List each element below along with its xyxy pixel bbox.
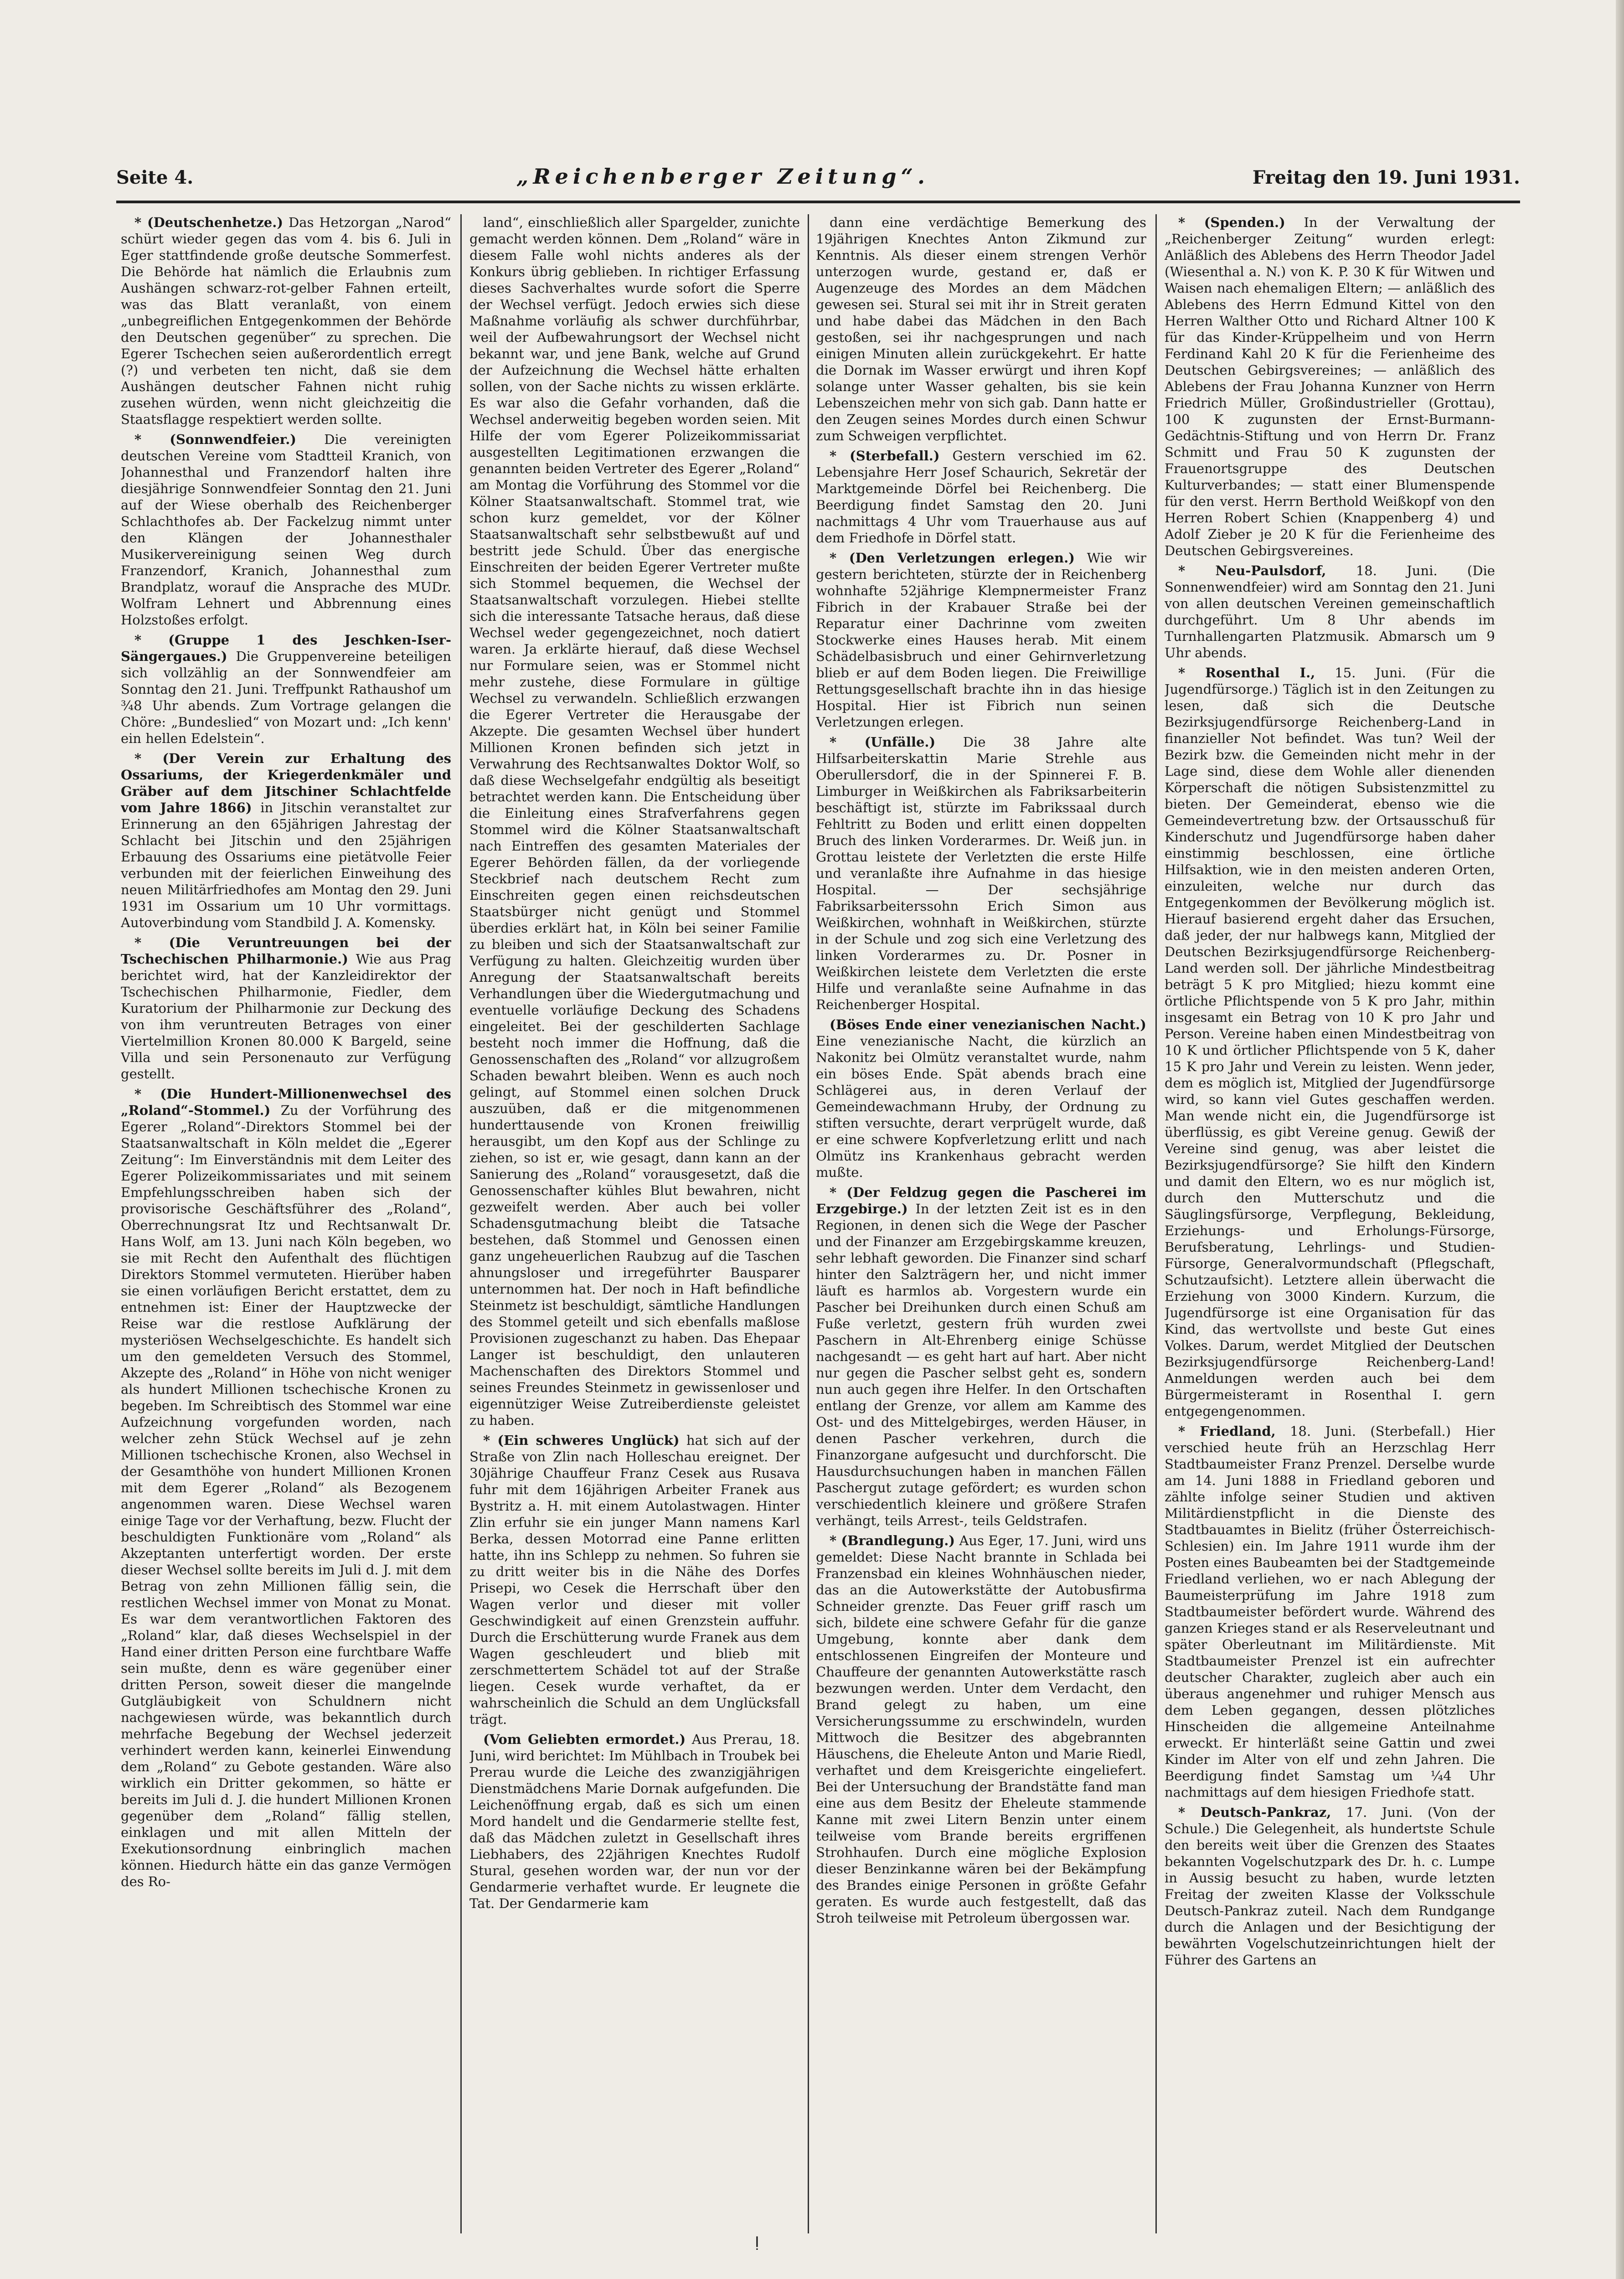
article-paragraph <box>121 431 451 628</box>
article-text: 18. Juni. (Die Sonnenwendfeier) wird am Sonntag den 21. Juni von allen deutschen Vereinen gemeinschaftlich durchgeführt. Um 8 Uhr abends im Turnhallengarten Platzmusik. Abmarsch um 9 Uhr abends. <box>1165 563 1495 660</box>
article-paragraph <box>469 214 800 1428</box>
article-text: Die vereinigten deutschen Vereine vom Stadtteil Kranich, von Johannesthal und Franzendorf halten ihre diesjährige Sonnwendfeier Sonntag den 21. Juni auf der Wiese oberhalb des Reichenberger Schlachthofes ab. Der Fackelzug nimmt unter den Klängen der Johannesthaler Musikervereinigung seinen Weg durch Franzendorf, Kranich, Johannesthal zum Brandplatz, worauf die Ansprache des MUDr. Wolfram Lehnert und Abbrennung eines Holzstoßes erfolgt. <box>121 432 451 628</box>
page-header <box>116 164 1520 203</box>
article-heading: * (Der Verein zur Erhaltung des Ossariums, der Kriegerdenkmäler und Gräber auf dem Jitschiner Schlachtfelde vom Jahre 1866) <box>121 751 451 815</box>
article-paragraph <box>816 1532 1146 1926</box>
article-paragraph <box>816 1016 1146 1181</box>
article-text: In der letzten Zeit ist es in den Regionen, in denen sich die Wege der Pascher und der Finanzer am Erzgebirgskamme kreuzen, sehr lebhaft geworden. Die Finanzer sind scharf hinter den Salzträgern her, und nicht immer läuft es harmlos ab. Vorgestern wurde ein Pascher bei Dreihunken durch einen Schuß am Fuße verletzt, gestern früh wurden zwei Paschern in Alt-Ehrenberg einige Schüsse nachgesandt — es geht hart auf hart. Aber nicht nur gegen die Pascher selbst geht es, sondern nun auch gegen ihre Helfer. In den Ortschaften entlang der Grenze, vor allem am Kamme des Ost- und des Mittelgebirges, werden Häuser, in denen Pascher verkehren, durch die Finanzorgane aufgesucht und durchforscht. Die Hausdurchsuchungen haben in manchen Fällen Paschergut zutage gefördert; es wurden schon verschiedentlich kleinere und größere Strafen verhängt, teils Arrest-, teils Geldstrafen. <box>816 1201 1146 1528</box>
newspaper-title: „Reichenberger Zeitung“. <box>516 164 930 189</box>
article-paragraph <box>816 214 1146 444</box>
article-paragraph <box>1165 214 1495 559</box>
article-text: Aus Eger, 17. Juni, wird uns gemeldet: Diese Nacht brannte in Schlada bei Franzensbad ein kleines Wohnhäuschen nieder, das an die Autowerkstätte der Autobusfirma Schneider grenzte. Das Feuer griff rasch um sich, bildete eine schwere Gefahr für die ganze Umgebung, konnte aber dank dem entschlossenen Eingreifen der Monteure und Chauffeure der genannten Autowerkstätte rasch bezwungen werden. Unter dem Verdacht, den Brand gelegt zu haben, um eine Versicherungssumme zu erschwindeln, wurden Mittwoch die Besitzer des abgebrannten Häuschens, die Eheleute Anton und Marie Riedl, verhaftet und dem Kreisgerichte eingeliefert. Bei der Untersuchung der Brandstätte fand man eine aus dem Besitz der Eheleute stammende Kanne mit zwei Litern Benzin unter einem teilweise vom Brande bereits ergriffenen Strohhaufen. Durch eine mögliche Explosion dieser Benzinkanne wären bei der Bekämpfung des Brandes einige Personen in größte Gefahr geraten. Es wurde auch festgestellt, daß das Stroh teilweise mit Petroleum übergossen war. <box>816 1533 1146 1926</box>
article-paragraph <box>1165 562 1495 661</box>
article-text: 15. Juni. (Für die Jugendfürsorge.) Täglich ist in den Zeitungen zu lesen, daß sich die Deutsche Bezirksjugendfürsorge Reichenberg-Land in finanzieller Not befindet. Was tun? Weil der Bezirk bzw. die Gemeinden nicht mehr in der Lage sind, diese dem Wohle aller dienenden Körperschaft die nötigen Subsistenzmittel zu bieten. Der Gemeinderat, ebenso wie die Gemeindevertretung bzw. der Ortsausschuß für Kinderschutz und Jugendfürsorge haben daher einstimmig beschlossen, eine örtliche Hilfsaktion, wie in den meisten anderen Orten, einzuleiten, welche nur durch das Entgegenkommen der Bevölkerung möglich ist. Hierauf basierend ergeht daher das Ersuchen, daß jeder, der nur halbwegs kann, Mitglied der Deutschen Bezirksjugendfürsorge Reichenberg-Land werden soll. Der jährliche Mindestbeitrag beträgt 5 K pro Mitglied; hiezu kommt eine örtliche Pflichtspende von 5 K pro Jahr, mithin insgesamt ein Betrag von 10 K pro Jahr und Person. Vereine haben einen Mindestbeitrag von 10 K und örtlicher Pflichtspende von 5 K, daher 15 K pro Jahr und Verein zu leisten. Wenn jeder, dem es möglich ist, Mitglied der Jugendfürsorge wird, so kann viel Gutes geschaffen werden. Man wende nicht ein, die Jugendfürsorge ist überflüssig, es gibt Vereine genug. Gewiß der Vereine sind genug, was aber leistet die Bezirksjugendfürsorge? Sie hilft den Kindern und damit den Eltern, wo es nur möglich ist, durch den Mutterschutz und die Säuglingsfürsorge, Verpflegung, Bekleidung, Erziehungs- und Erholungs-Fürsorge, Berufsberatung, Lehrlings- und Studien-Fürsorge, Generalvormundschaft (Pflegschaft, Schutzaufsicht). Letztere allein überwacht die Erziehung von 3000 Kindern. Kurzum, die Jugendfürsorge ist eine Organisation für das Kind, das wertvollste und beste Gut eines Volkes. Darum, werdet Mitglied der Deutschen Bezirksjugendfürsorge Reichenberg-Land! Anmeldungen werden auch bei dem Bürgermeisteramt in Rosenthal I. gern entgegengenommen. <box>1165 665 1495 1419</box>
article-heading: * Friedland, <box>1178 1423 1276 1439</box>
article-heading: * Neu-Paulsdorf, <box>1178 563 1326 578</box>
article-paragraph <box>469 1432 800 1727</box>
page-footer-mark: ǃ <box>754 2233 760 2254</box>
article-text: 18. Juni. (Sterbefall.) Hier verschied heute früh an Herzschlag Herr Stadtbaumeister Franz Prenzel. Derselbe wurde am 14. Juni 1888 in Friedland geboren und zählte infolge seiner Studien und aktiven Militärdienstpflicht in die Dienste des Stadtbauamtes in Bielitz (früher Österreichisch-Schlesien) ein. Im Jahre 1911 wurde ihm der Posten eines Baubeamten bei der Stadtgemeinde Friedland verliehen, wo er nach Ablegung der Baumeisterprüfung im Jahre 1918 zum Stadtbaumeister befördert wurde. Während des ganzen Krieges stand er als Reserveleutnant und später Oberleutnant im Militärdienste. Mit Stadtbaumeister Prenzel ist ein aufrechter deutscher Charakter, zugleich aber auch ein überaus angenehmer und ruhiger Mensch aus dem Leben gegangen, dessen plötzliches Hinscheiden die allgemeine Anteilnahme erweckt. Er hinterläßt seine Gattin und zwei Kinder im Alter von elf und zehn Jahren. Die Beerdigung findet Samstag um ¼4 Uhr nachmittags auf dem hiesigen Friedhofe statt. <box>1165 1423 1495 1800</box>
article-text: dann eine verdächtige Bemerkung des 19jährigen Knechtes Anton Zikmund zur Kenntnis. Als dieser einem strengen Verhör unterzogen wurde, gestand er, daß er Augenzeuge des Mordes an dem Mädchen gewesen sei. Stural sei mit ihr in Streit geraten und habe dabei das Mädchen in den Bach gestoßen, sei ihr nachgesprungen und nach einigen Minuten allein zurückgekehrt. Er hatte die Dornak im Wasser erwürgt und ihren Kopf solange unter Wasser gehalten, bis sie kein Lebenszeichen mehr von sich gab. Dann hatte er den Zeugen seines Mordes durch einen Schwur zum Schweigen verpflichtet. <box>816 215 1146 443</box>
article-paragraph <box>1165 1804 1495 1968</box>
article-text: Wie aus Prag berichtet wird, hat der Kanzleidirektor der Tschechischen Philharmonie, Fiedler, dem Kuratorium der Philharmonie zur Deckung des von ihm veruntreuten Betrages von einer Viertelmillion Kronen 80.000 K Bargeld, seine Villa und sein Personenauto zur Verfügung gestellt. <box>121 951 451 1082</box>
article-paragraph <box>816 734 1146 1013</box>
article-paragraph <box>816 550 1146 730</box>
article-heading: * (Unfälle.) <box>830 734 936 750</box>
article-text: 17. Juni. (Von der Schule.) Die Gelegenheit, als hundertste Schule den bereits weit über die Grenzen des Staates bekannten Vogelschutzpark des Dr. h. c. Lumpe in Aussig besucht zu haben, wurde letzten Freitag der zweiten Klasse der Volksschule Deutsch-Pankraz zuteil. Nach dem Rundgange durch die Anlagen und der Besichtigung der bewährten Vogelschutzeinrichtungen hielt der Führer des Gartens an <box>1165 1805 1495 1968</box>
article-text: in Jitschin veranstaltet zur Erinnerung an den 65jährigen Jahrestag der Schlacht bei Jitschin und den 25jährigen Erbauung des Ossariums eine pietätvolle Feier verbunden mit der feierlichen Einweihung des neuen Militärfriedhofes am Montag den 29. Juni 1931 im Ossarium um 10 Uhr vormittags. Autoverbindung vom Standbild J. A. Komensky. <box>121 800 451 930</box>
column-divider <box>808 214 809 2233</box>
issue-date: Freitag den 19. Juni 1931. <box>1252 167 1520 188</box>
column-divider <box>460 214 462 2233</box>
column-1 <box>121 214 451 2233</box>
article-text: Wie wir gestern berichteten, stürzte der in Reichenberg wohnhafte 52jährige Klempnermeister Franz Fibrich in der Krabauer Straße bei der Reparatur einer Dachrinne vom zweiten Stockwerke eines Hauses herab. Mit einem Schädelbasisbruch und einer Gehirnverletzung blieb er auf dem Boden liegen. Die Freiwillige Rettungsgesellschaft brachte ihn in das hiesige Hospital. Hier ist Fibrich nun seinen Verletzungen erlegen. <box>816 550 1146 730</box>
column-2 <box>469 214 800 2233</box>
page-number: Seite 4. <box>116 167 194 188</box>
page-edge <box>1616 0 1624 2279</box>
column-4 <box>1165 214 1495 2233</box>
article-heading: * (Ein schweres Unglück) <box>483 1433 680 1448</box>
article-heading: (Vom Geliebten ermordet.) <box>483 1732 686 1747</box>
article-paragraph <box>121 750 451 931</box>
article-text: Aus Prerau, 18. Juni, wird berichtet: Im Mühlbach in Troubek bei Prerau wurde die Leiche des zwanzigjährigen Dienstmädchens Marie Dornak aufgefunden. Die Leichenöffnung ergab, daß es sich um einen Mord handelt und die Gendarmerie stellte fest, daß das Mädchen zuletzt in Gesellschaft ihres Liebhabers, des 22jährigen Knechtes Rudolf Stural, gesehen worden war, der nun vor der Gendarmerie verhaftet wurde. Er leugnete die Tat. Der Gendarmerie kam <box>469 1732 800 1911</box>
article-text: Zu der Vorführung des Egerer „Roland“-Direktors Stommel bei der Staatsanwaltschaft in Köln meldet die „Egerer Zeitung“: Im Einverständnis mit dem Leiter des Egerer Polizeikommissariates und mit seinem Empfehlungsschreiben haben sich der provisorische Geschäftsführer des „Roland“, Oberrechnungsrat Itz und Rechtsanwalt Dr. Hans Wolf, am 13. Juni nach Köln begeben, wo sie mit Recht den Aufenthalt des flüchtigen Direktors Stommel vermuteten. Hierüber haben sie einen vorläufigen Bericht erstattet, dem zu entnehmen ist: Einer der Hauptzwecke der Reise war die restlose Aufklärung der mysteriösen Wechselgeschichte. Es handelt sich um den gemeldeten Versuch des Stommel, Akzepte des „Roland“ in Höhe von nicht weniger als hundert Millionen tschechische Kronen zu begeben. Im Schreibtisch des Stommel war eine Aufzeichnung vorgefunden worden, nach welcher zehn Stück Wechsel auf je zehn Millionen tschechische Kronen, also Wechsel in der Gesamthöhe von hundert Millionen Kronen mit dem Egerer „Roland“ als Bezogenem angenommen waren. Diese Wechsel waren einige Tage vor der Verhaftung, bezw. Flucht der beschuldigten Funktionäre vom „Roland“ als Akzeptanten unterfertigt worden. Der erste dieser Wechsel sollte bereits im Juli d. J. mit dem Betrag von zehn Millionen fällig sein, die restlichen Wechsel immer von Monat zu Monat. Es war dem verantwortlichen Faktoren des „Roland“ klar, daß dieses Wechselspiel in der Hand einer dritten Person eine furchtbare Waffe sein mußte, denn es wäre gegenüber einer dritten Person, soweit dieser die mangelnde Gutgläubigkeit von Schuldnern nicht nachgewiesen würde, was bekanntlich durch mehrfache Begebung der Wechsel jederzeit verhindert werden kann, keinerlei Einwendung dem „Roland“ zu Gebote gestanden. Wäre also wirklich ein Dritter gekommen, so hätte er bereits im Juli d. J. die hundert Millionen Kronen gegenüber dem „Roland“ fällig stellen, einklagen und mit allen Mitteln der Exekutionsordnung einbringlich machen können. Hiedurch hätte ein das ganze Vermögen des Ro- <box>121 1103 451 1889</box>
article-heading: * (Sonnwendfeier.) <box>134 432 297 447</box>
article-paragraph <box>1165 1423 1495 1800</box>
article-heading: * Rosenthal I., <box>1178 665 1315 681</box>
article-text: Die Gruppenvereine beteiligen sich vollzählig an der Sonnwendfeier am Sonntag den 21. Juni. Treffpunkt Rathaushof um ¾8 Uhr abends. Zum Vortrage gelangen die Chöre: „Bundeslied“ von Mozart und: „Ich kenn' ein hellen Edelstein“. <box>121 649 451 746</box>
article-paragraph <box>121 632 451 747</box>
article-text: Die 38 Jahre alte Hilfsarbeiterskattin Marie Strehle aus Oberullersdorf, die in der Spinnerei F. B. Limburger in Weißkirchen als Fabriksarbeiterin beschäftigt ist, stürzte im Fabrikssaal durch Fehltritt zu Boden und erlitt einen doppelten Bruch des linken Vorderarmes. Dr. Weiß jun. in Grottau leistete der Verletzten die erste Hilfe und veranlaßte ihre Aufnahme in das hiesige Hospital. — Der sechsjährige Fabriksarbeiterssohn Erich Simon aus Weißkirchen, wohnhaft in Weißkirchen, stürzte in der Schule und zog sich eine Verletzung des linken Vorderarmes zu. Dr. Posner in Weißkirchen leistete dem Verletzten die erste Hilfe und veranlaßte seine Aufnahme in das Reichenberger Hospital. <box>816 734 1146 1012</box>
column-divider <box>1155 214 1157 2233</box>
article-paragraph <box>121 214 451 428</box>
article-heading: * (Die Hundert-Millionenwechsel des „Roland“-Stommel.) <box>121 1086 451 1118</box>
article-heading: * (Die Veruntreuungen bei der Tschechischen Philharmonie.) <box>121 935 451 967</box>
article-heading: * (Gruppe 1 des Jeschken-Iser-Sängergaues.) <box>121 632 451 664</box>
article-paragraph <box>469 1731 800 1912</box>
article-text: Gestern verschied im 62. Lebensjahre Herr Josef Schaurich, Sekretär der Marktgemeinde Dörfel bei Reichenberg. Die Beerdigung findet Samstag den 20. Juni nachmittags 4 Uhr vom Trauerhause aus auf dem Friedhofe in Dörfel statt. <box>816 448 1146 546</box>
article-heading: * (Sterbefall.) <box>830 448 940 464</box>
column-3 <box>816 214 1146 2233</box>
article-heading: * (Der Feldzug gegen die Pascherei im Erzgebirge.) <box>816 1185 1146 1217</box>
article-paragraph <box>1165 665 1495 1419</box>
article-paragraph <box>816 1184 1146 1529</box>
article-heading: * (Brandlegung.) <box>830 1533 955 1548</box>
article-text: In der Verwaltung der „Reichenberger Zeitung“ wurden erlegt: Anläßlich des Ablebens des Herrn Theodor Jadel (Wiesenthal a. N.) von K. P. 30 K für Witwen und Waisen nach ehemaligen Eltern; — anläßlich des Ablebens des Herrn Edmund Kittel von den Herren Walther Otto und Richard Altner 100 K für das Kinder-Krüppelheim und von Herrn Ferdinand Kahl 20 K für die Ferienheime des Deutschen Gebirgsvereines; — anläßlich des Ablebens der Frau Johanna Kunzner von Herrn Friedrich Müller, Großindustrieller (Grottau), 100 K zugunsten der Ernst-Burmann-Gedächtnis-Stiftung und von Herrn Dr. Franz Schmitt und Frau 50 K zugunsten der Frauenortsgruppe des Deutschen Kulturverbandes; — statt einer Blumenspende für den verst. Herrn Berthold Weißkopf von den Herren Robert Schien (Knappenberg 4) und Adolf Zieber je 20 K für die Ferienheime des Deutschen Gebirgsvereines. <box>1165 215 1495 558</box>
article-text: Das Hetzorgan „Narod“ schürt wieder gegen das vom 4. bis 6. Juli in Eger stattfindende große deutsche Sommerfest. Die Behörde hat nämlich die Erlaubnis zum Aushängen schwarz-rot-gelber Fahnen erteilt, was das Blatt veranlaßt, von einem „unbegreiflichen Entgegenkommen der Behörde den Deutschen gegenüber“ zu sprechen. Die Egerer Tschechen seien außerordentlich erregt (?) und verbeten ten nicht, daß sie dem Aushängen deutscher Fahnen nicht ruhig zusehen würden, wenn nicht gleichzeitig die Staatsflagge respektiert werden sollte. <box>121 215 451 427</box>
article-heading: (Böses Ende einer venezianischen Nacht.) <box>830 1017 1146 1032</box>
article-heading: * (Den Verletzungen erlegen.) <box>830 550 1075 566</box>
article-paragraph <box>121 1086 451 1890</box>
article-heading: * (Deutschenhetze.) <box>134 215 284 230</box>
article-text: hat sich auf der Straße von Zlin nach Holleschau ereignet. Der 30jährige Chauffeur Franz Cesek aus Rusava fuhr mit dem 16jährigen Arbeiter Franek aus Bystritz a. H. mit einem Autolastwagen. Hinter Zlin erfuhr sie ein junger Mann namens Karl Berka, dessen Motorrad eine Panne erlitten hatte, ihn ins Schlepp zu nehmen. So fuhren sie zu dritt weiter bis in die Nähe des Dorfes Prisepi, wo Cesek die Herrschaft über den Wagen verlor und dieser mit voller Geschwindigkeit auf einen Grenzstein auffuhr. Durch die Erschütterung wurde Franek aus dem Wagen geschleudert und blieb mit zerschmettertem Schädel tot auf der Straße liegen. Cesek wurde verhaftet, da er wahrscheinlich die Schuld an dem Unglücksfall trägt. <box>469 1433 800 1727</box>
article-heading: * (Spenden.) <box>1178 215 1285 230</box>
article-text: land“, einschließlich aller Spargelder, zunichte gemacht werden können. Dem „Roland“ wäre in diesem Falle wohl nichts anderes als der Konkurs übrig geblieben. In richtiger Erfassung dieses Sachverhaltes wurde sofort die Sperre der Wechsel verfügt. Jedoch erwies sich diese Maßnahme vorläufig als schwer durchführbar, weil der Aufbewahrungsort der Wechsel nicht bekannt war, und jene Bank, welche auf Grund der Aufzeichnung die Wechsel hätte erhalten sollen, von der Sache nichts zu wissen erklärte. Es war also die Gefahr vorhanden, daß die Wechsel anderweitig begeben worden seien. Mit Hilfe der vom Egerer Polizeikommissariat ausgestellten Legitimationen erzwangen die genannten beiden Vertreter des Egerer „Roland“ am Montag die Vorführung des Stommel vor die Kölner Staatsanwaltschaft. Stommel trat, wie schon kurz gemeldet, vor der Kölner Staatsanwaltschaft sehr selbstbewußt auf und bestritt jede Schuld. Über das energische Einschreiten der beiden Egerer Vertreter mußte sich Stommel bequemen, die Wechsel der Staatsanwaltschaft vorzulegen. Hiebei stellte sich die interessante Tatsache heraus, daß diese Wechsel weder gegengezeichnet, noch datiert waren. Ja erklärte hierauf, daß diese Wechsel nur Formulare seien, was er Stommel nicht mehr zustehe, diese Formulare in gültige Wechsel zu verwandeln. Schließlich erzwangen die Egerer Vertreter die Herausgabe der Akzepte. Die gesamten Wechsel über hundert Millionen Kronen befinden sich jetzt in Verwahrung des Rechtsanwaltes Doktor Wolf, so daß diese Wechselgefahr endgültig als beseitigt betrachtet werden kann. Die Entscheidung über die Einleitung eines Strafverfahrens gegen Stommel wird die Kölner Staatsanwaltschaft nach Eintreffen des gesamten Materiales der Egerer Behörden fällen, da der vorliegende Steckbrief nach deutschem Recht zum Einschreiten gegen einen reichsdeutschen Staatsbürger nicht genügt und Stommel überdies erklärt hat, in Köln bei seiner Familie zu bleiben und sich der Staatsanwaltschaft zur Verfügung zu halten. Gleichzeitig wurden über Anregung der Staatsanwaltschaft bereits Verhandlungen über die Wiedergutmachung und eventuelle vorläufige Deckung des Schadens eingeleitet. Bei der geschilderten Sachlage besteht noch immer die Hoffnung, daß die Genossenschaften des „Roland“ vor allzugroßem Schaden bewahrt bleiben. Wenn es auch noch gelingt, auf Stommel einen solchen Druck auszuüben, daß er die mitgenommenen hunderttausende von Kronen freiwillig herausgibt, um den Kopf aus der Schlinge zu ziehen, so ist er, wie gesagt, dann kann an der Sanierung des „Roland“ vorausgesetzt, daß die Genossenschafter kühles Blut bewahren, nicht gezweifelt werden. Aber auch bei voller Schadensgutmachung bleibt die Tatsache bestehen, daß Stommel und Genossen einen ganz ungeheuerlichen Raubzug auf die Taschen ahnungsloser und irregeführter Bausparer unternommen hat. Der noch in Haft befindliche Steinmetz ist beschuldigt, sämtliche Handlungen des Stommel geteilt und sich ebenfalls maßlose Provisionen zugeschanzt zu haben. Das Ehepaar Langer ist beschuldigt, den unlauteren Machenschaften des Direktors Stommel und seines Freundes Steinmetz in gewissenloser und eigennütziger Weise Zutreiberdienste geleistet zu haben. <box>469 215 800 1428</box>
article-paragraph <box>121 934 451 1082</box>
article-heading: * Deutsch-Pankraz, <box>1178 1805 1331 1820</box>
article-paragraph <box>816 448 1146 546</box>
article-text: Eine venezianische Nacht, die kürzlich an Nakonitz bei Olmütz veranstaltet wurde, nahm ein böses Ende. Spät abends brach eine Schlägerei aus, in deren Verlauf der Gemeindewachmann Hruby, der Ordnung zu stiften versuchte, derart verprügelt wurde, daß er eine schwere Kopfverletzung erlitt und nach Olmütz ins Krankenhaus gebracht werden mußte. <box>816 1033 1146 1180</box>
